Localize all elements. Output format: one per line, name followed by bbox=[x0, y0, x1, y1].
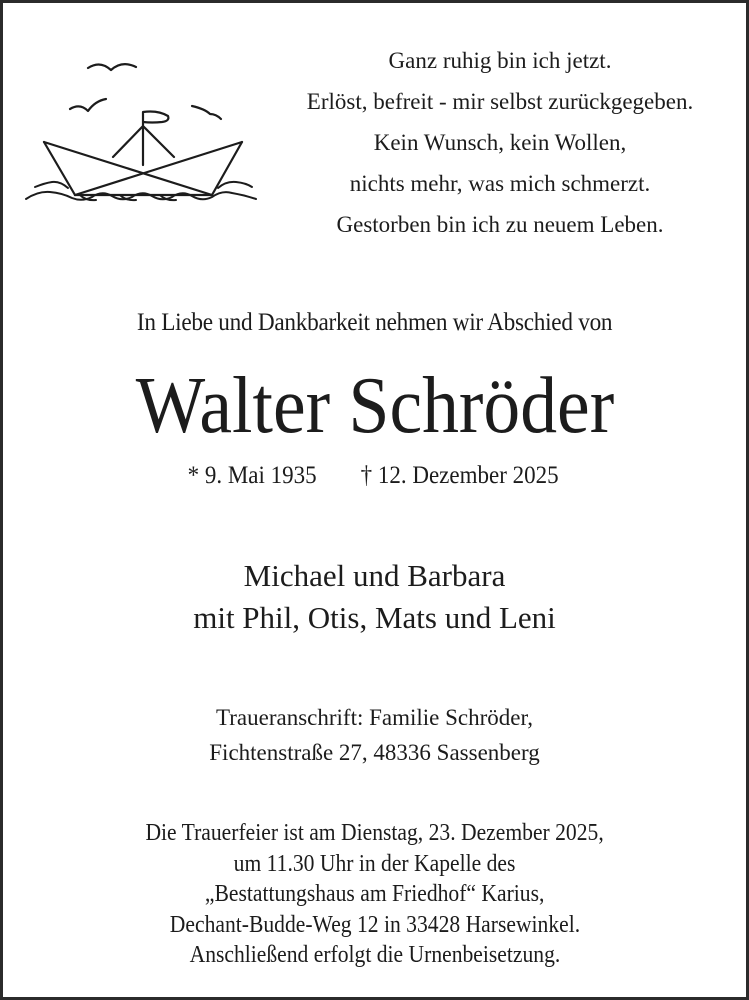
service-line: um 11.30 Uhr in der Kapelle des bbox=[233, 850, 516, 877]
intro-label: In Liebe und Dankbarkeit nehmen wir Abschied von bbox=[136, 309, 613, 336]
poem-line: Kein Wunsch, kein Wollen, bbox=[373, 130, 627, 155]
life-dates bbox=[0, 460, 749, 492]
birth-date: * 9. Mai 1935 bbox=[187, 462, 317, 489]
funeral-service-info bbox=[0, 818, 749, 971]
flag-icon bbox=[143, 112, 168, 126]
deceased-name-label: Walter Schröder bbox=[135, 362, 614, 450]
mourning-address bbox=[0, 700, 749, 770]
poem-line: Ganz ruhig bin ich jetzt. bbox=[388, 48, 612, 73]
address-line: Traueranschrift: Familie Schröder, bbox=[216, 705, 533, 730]
deceased-name bbox=[0, 358, 749, 454]
seagull-icon bbox=[192, 106, 221, 119]
mourners-line: Michael und Barbara bbox=[243, 558, 506, 593]
service-line: Die Trauerfeier ist am Dienstag, 23. Dezember 2025, bbox=[145, 820, 604, 846]
mourners bbox=[0, 555, 749, 639]
address-line: Fichtenstraße 27, 48336 Sassenberg bbox=[209, 740, 540, 765]
waves-icon bbox=[26, 182, 256, 200]
death-date: † 12. Dezember 2025 bbox=[360, 462, 559, 489]
service-line: Dechant-Budde-Weg 12 in 33428 Harsewinkel. bbox=[169, 911, 580, 938]
poem-line: Erlöst, befreit - mir selbst zurückgegeben. bbox=[306, 89, 694, 114]
mourners-line: mit Phil, Otis, Mats und Leni bbox=[193, 600, 556, 635]
seagull-icon bbox=[70, 99, 106, 111]
poem bbox=[250, 40, 749, 245]
intro-text bbox=[0, 306, 749, 340]
seagull-icon bbox=[88, 64, 136, 70]
poem-line: Gestorben bin ich zu neuem Leben. bbox=[336, 212, 664, 237]
service-line: „Bestattungshaus am Friedhof“ Karius, bbox=[204, 881, 545, 907]
service-line: Anschließend erfolgt die Urnenbeisetzung. bbox=[189, 942, 560, 968]
paper-boat-with-seagulls-icon bbox=[0, 0, 260, 220]
poem-line: nichts mehr, was mich schmerzt. bbox=[349, 171, 651, 196]
paper-boat-icon bbox=[44, 126, 242, 195]
